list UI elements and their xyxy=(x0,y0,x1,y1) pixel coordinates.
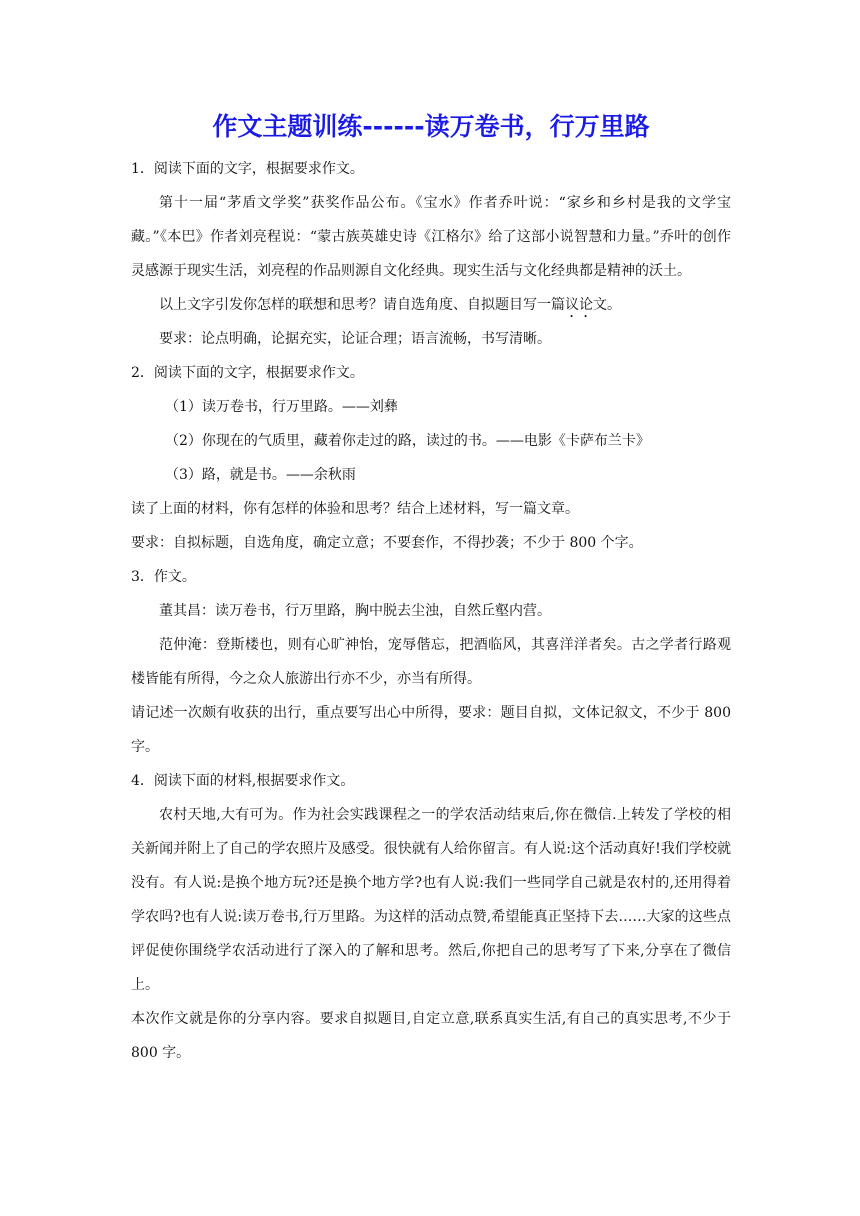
question-3 xyxy=(131,560,731,764)
question-1-material: 第十一届“茅盾文学奖”获奖作品公布。《宝水》作者乔叶说：“家乡和乡村是我的文学宝藏。”《本巴》作者刘亮程说：“蒙古族英雄史诗《江格尔》给了这部小说智慧和力量。”乔叶的创作灵感源于现实生活，刘亮程的作品则源自文化经典。现实生活与文化经典都是精神的沃土。 xyxy=(131,195,731,279)
question-2-heading: 2．阅读下面的文字，根据要求作文。 xyxy=(131,365,364,381)
question-4-heading: 4．阅读下面的材料,根据要求作文。 xyxy=(131,773,355,789)
question-3-heading: 3．作文。 xyxy=(131,569,196,585)
question-2-quote-1: （1）读万卷书，行万里路。——刘彝 xyxy=(165,399,398,415)
question-1-prompt-end: 文。 xyxy=(593,297,621,313)
question-3-prompt: 请记述一次颇有收获的出行，重点要写出心中所得，要求：题目自拟，文体记叙文，不少于 800 字。 xyxy=(131,705,731,755)
question-2-quote-3: （3）路，就是书。——余秋雨 xyxy=(165,467,356,483)
document-title: 作文主题训练------读万卷书，行万里路 xyxy=(212,112,650,141)
question-4-prompt: 本次作文就是你的分享内容。要求自拟题目,自定立意,联系真实生活,有自己的真实思考,不少于 800 字。 xyxy=(131,1011,731,1061)
question-2-prompt: 读了上面的材料，你有怎样的体验和思考？结合上述材料，写一篇文章。 xyxy=(131,501,579,517)
question-1 xyxy=(131,152,731,356)
question-1-requirements: 要求：论点明确，论据充实，论证合理；语言流畅，书写清晰。 xyxy=(159,331,551,347)
question-2 xyxy=(131,356,731,560)
question-4 xyxy=(131,764,731,1070)
question-1-prompt-start: 以上文字引发你怎样的联想和思考？请自选角度、自拟题目写一篇 xyxy=(159,297,565,313)
question-1-heading: 1．阅读下面的文字，根据要求作文。 xyxy=(131,161,364,177)
question-1-prompt xyxy=(131,288,731,322)
question-4-material: 农村天地,大有可为。作为社会实践课程之一的学农活动结束后,你在微信.上转发了学校的相关新闻并附上了自己的学农照片及感受。很快就有人给你留言。有人说:这个活动真好!我们学校就没有。有人说:是换个地方玩?还是换个地方学?也有人说:我们一些同学自己就是农村的,还用得着学农吗?也有人说:读万卷书,行万里路。为这样的活动点赞,希望能真正坚持下去……大家的这些点评促使你围绕学农活动进行了深入的了解和思考。然后,你把自己的思考写了下来,分享在了微信上。 xyxy=(131,807,731,993)
question-2-requirements: 要求：自拟标题，自选角度，确定立意；不要套作，不得抄袭；不少于 800 个字。 xyxy=(131,535,643,551)
document-page xyxy=(131,108,731,1070)
question-1-prompt-emphasis: 议论 xyxy=(565,297,593,313)
question-3-quote-2: 范仲淹：登斯楼也，则有心旷神怡，宠辱偕忘，把酒临风，其喜洋洋者矣。古之学者行路观楼皆能有所得，今之众人旅游出行亦不少，亦当有所得。 xyxy=(131,637,731,687)
question-2-quote-2: （2）你现在的气质里，藏着你走过的路，读过的书。——电影《卡萨布兰卡》 xyxy=(165,433,650,449)
question-3-quote-1: 董其昌：读万卷书，行万里路，胸中脱去尘浊，自然丘壑内营。 xyxy=(159,603,551,619)
